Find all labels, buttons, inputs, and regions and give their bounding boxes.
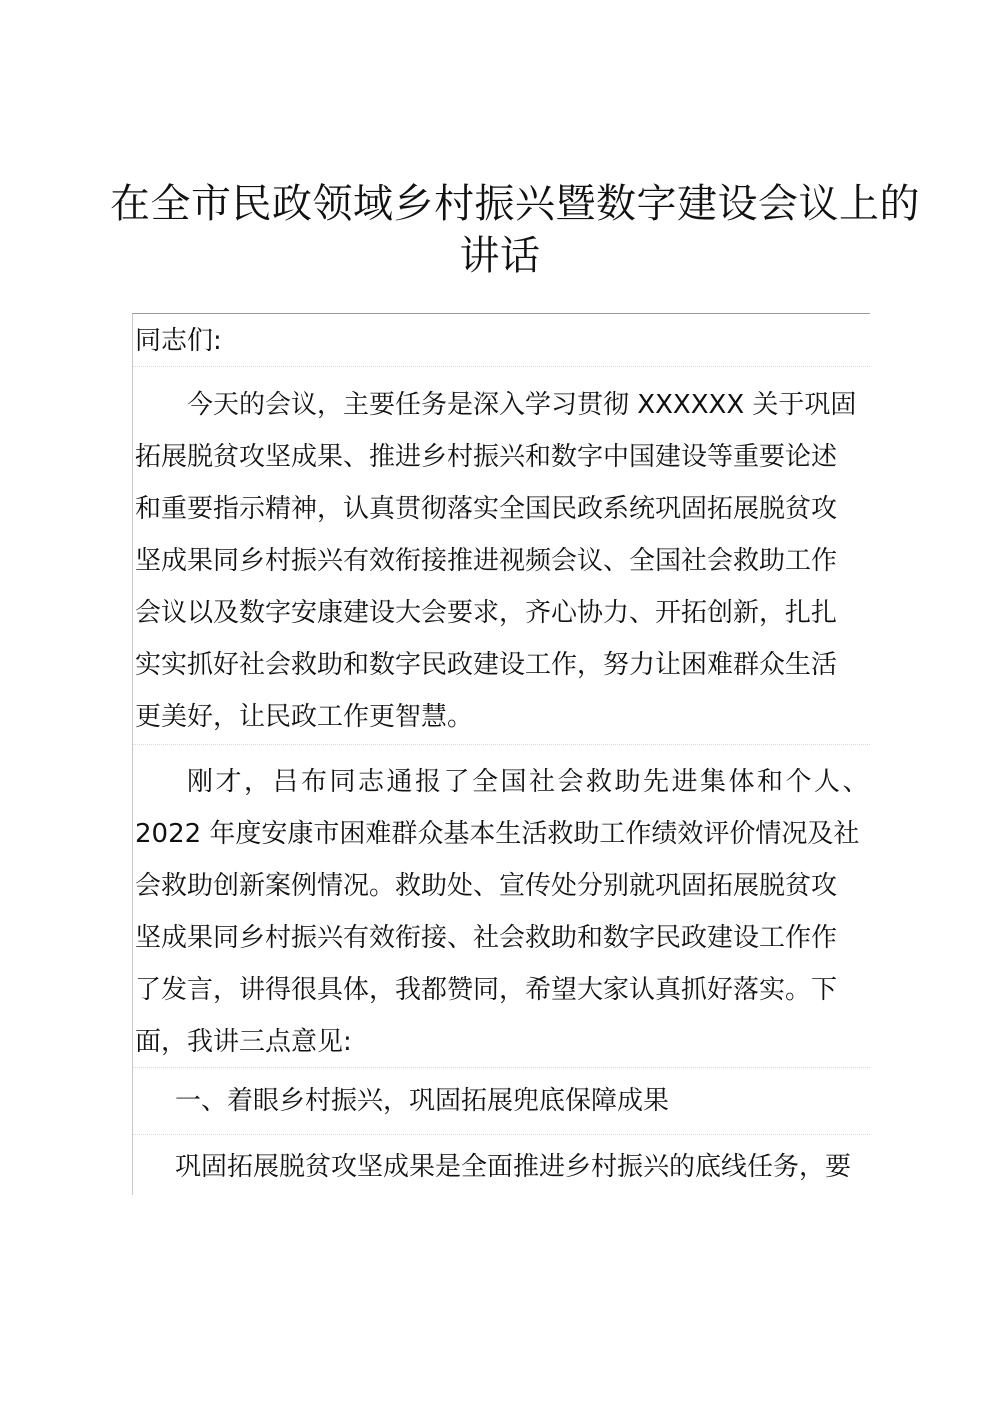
divider [133,744,870,745]
paragraph-line: 了发言，讲得很具体，我都赞同，希望大家认真抓好落实。下 [135,975,838,1005]
paragraph-line: 今天的会议，主要任务是深入学习贯彻 XXXXXX 关于巩固 [187,390,857,420]
paragraph-line: 拓展脱贫攻坚成果、推进乡村振兴和数字中国建设等重要论述 [135,442,838,472]
divider [133,1067,870,1068]
document-body [132,313,870,1195]
paragraph-line: 坚成果同乡村振兴有效衔接推进视频会议、全国社会救助工作 [135,546,838,576]
paragraph-line: 会救助创新案例情况。救助处、宣传处分别就巩固拓展脱贫攻 [135,871,838,901]
section-first-line: 巩固拓展脱贫攻坚成果是全面推进乡村振兴的底线任务，要 [175,1152,852,1182]
salutation: 同志们: [135,326,222,356]
paragraph-line: 刚才，吕布同志通报了全国社会救助先进集体和个人、 [187,767,872,797]
paragraph-briefing [135,756,871,1068]
title-line-2: 讲话 [459,233,541,279]
paragraph-line: 会议以及数字安康建设大会要求，齐心协力、开拓创新，扎扎 [135,598,838,628]
paragraph-opening [135,379,871,743]
divider [133,1134,870,1135]
paragraph-line: 和重要指示精神，认真贯彻落实全国民政系统巩固拓展脱贫攻 [135,494,838,524]
paragraph-line: 2022 年度安康市困难群众基本生活救助工作绩效评价情况及社 [135,819,860,849]
document-title [110,178,920,282]
paragraph-line: 面，我讲三点意见: [135,1027,352,1057]
paragraph-line: 坚成果同乡村振兴有效衔接、社会救助和数字民政建设工作作 [135,923,838,953]
paragraph-line: 更美好，让民政工作更智慧。 [135,702,474,732]
title-line-1: 在全市民政领域乡村振兴暨数字建设会议上的 [110,181,920,227]
paragraph-line: 实实抓好社会救助和数字民政建设工作，努力让困难群众生活 [135,650,838,680]
section-heading: 一、着眼乡村振兴，巩固拓展兜底保障成果 [175,1086,670,1116]
divider [133,366,870,367]
